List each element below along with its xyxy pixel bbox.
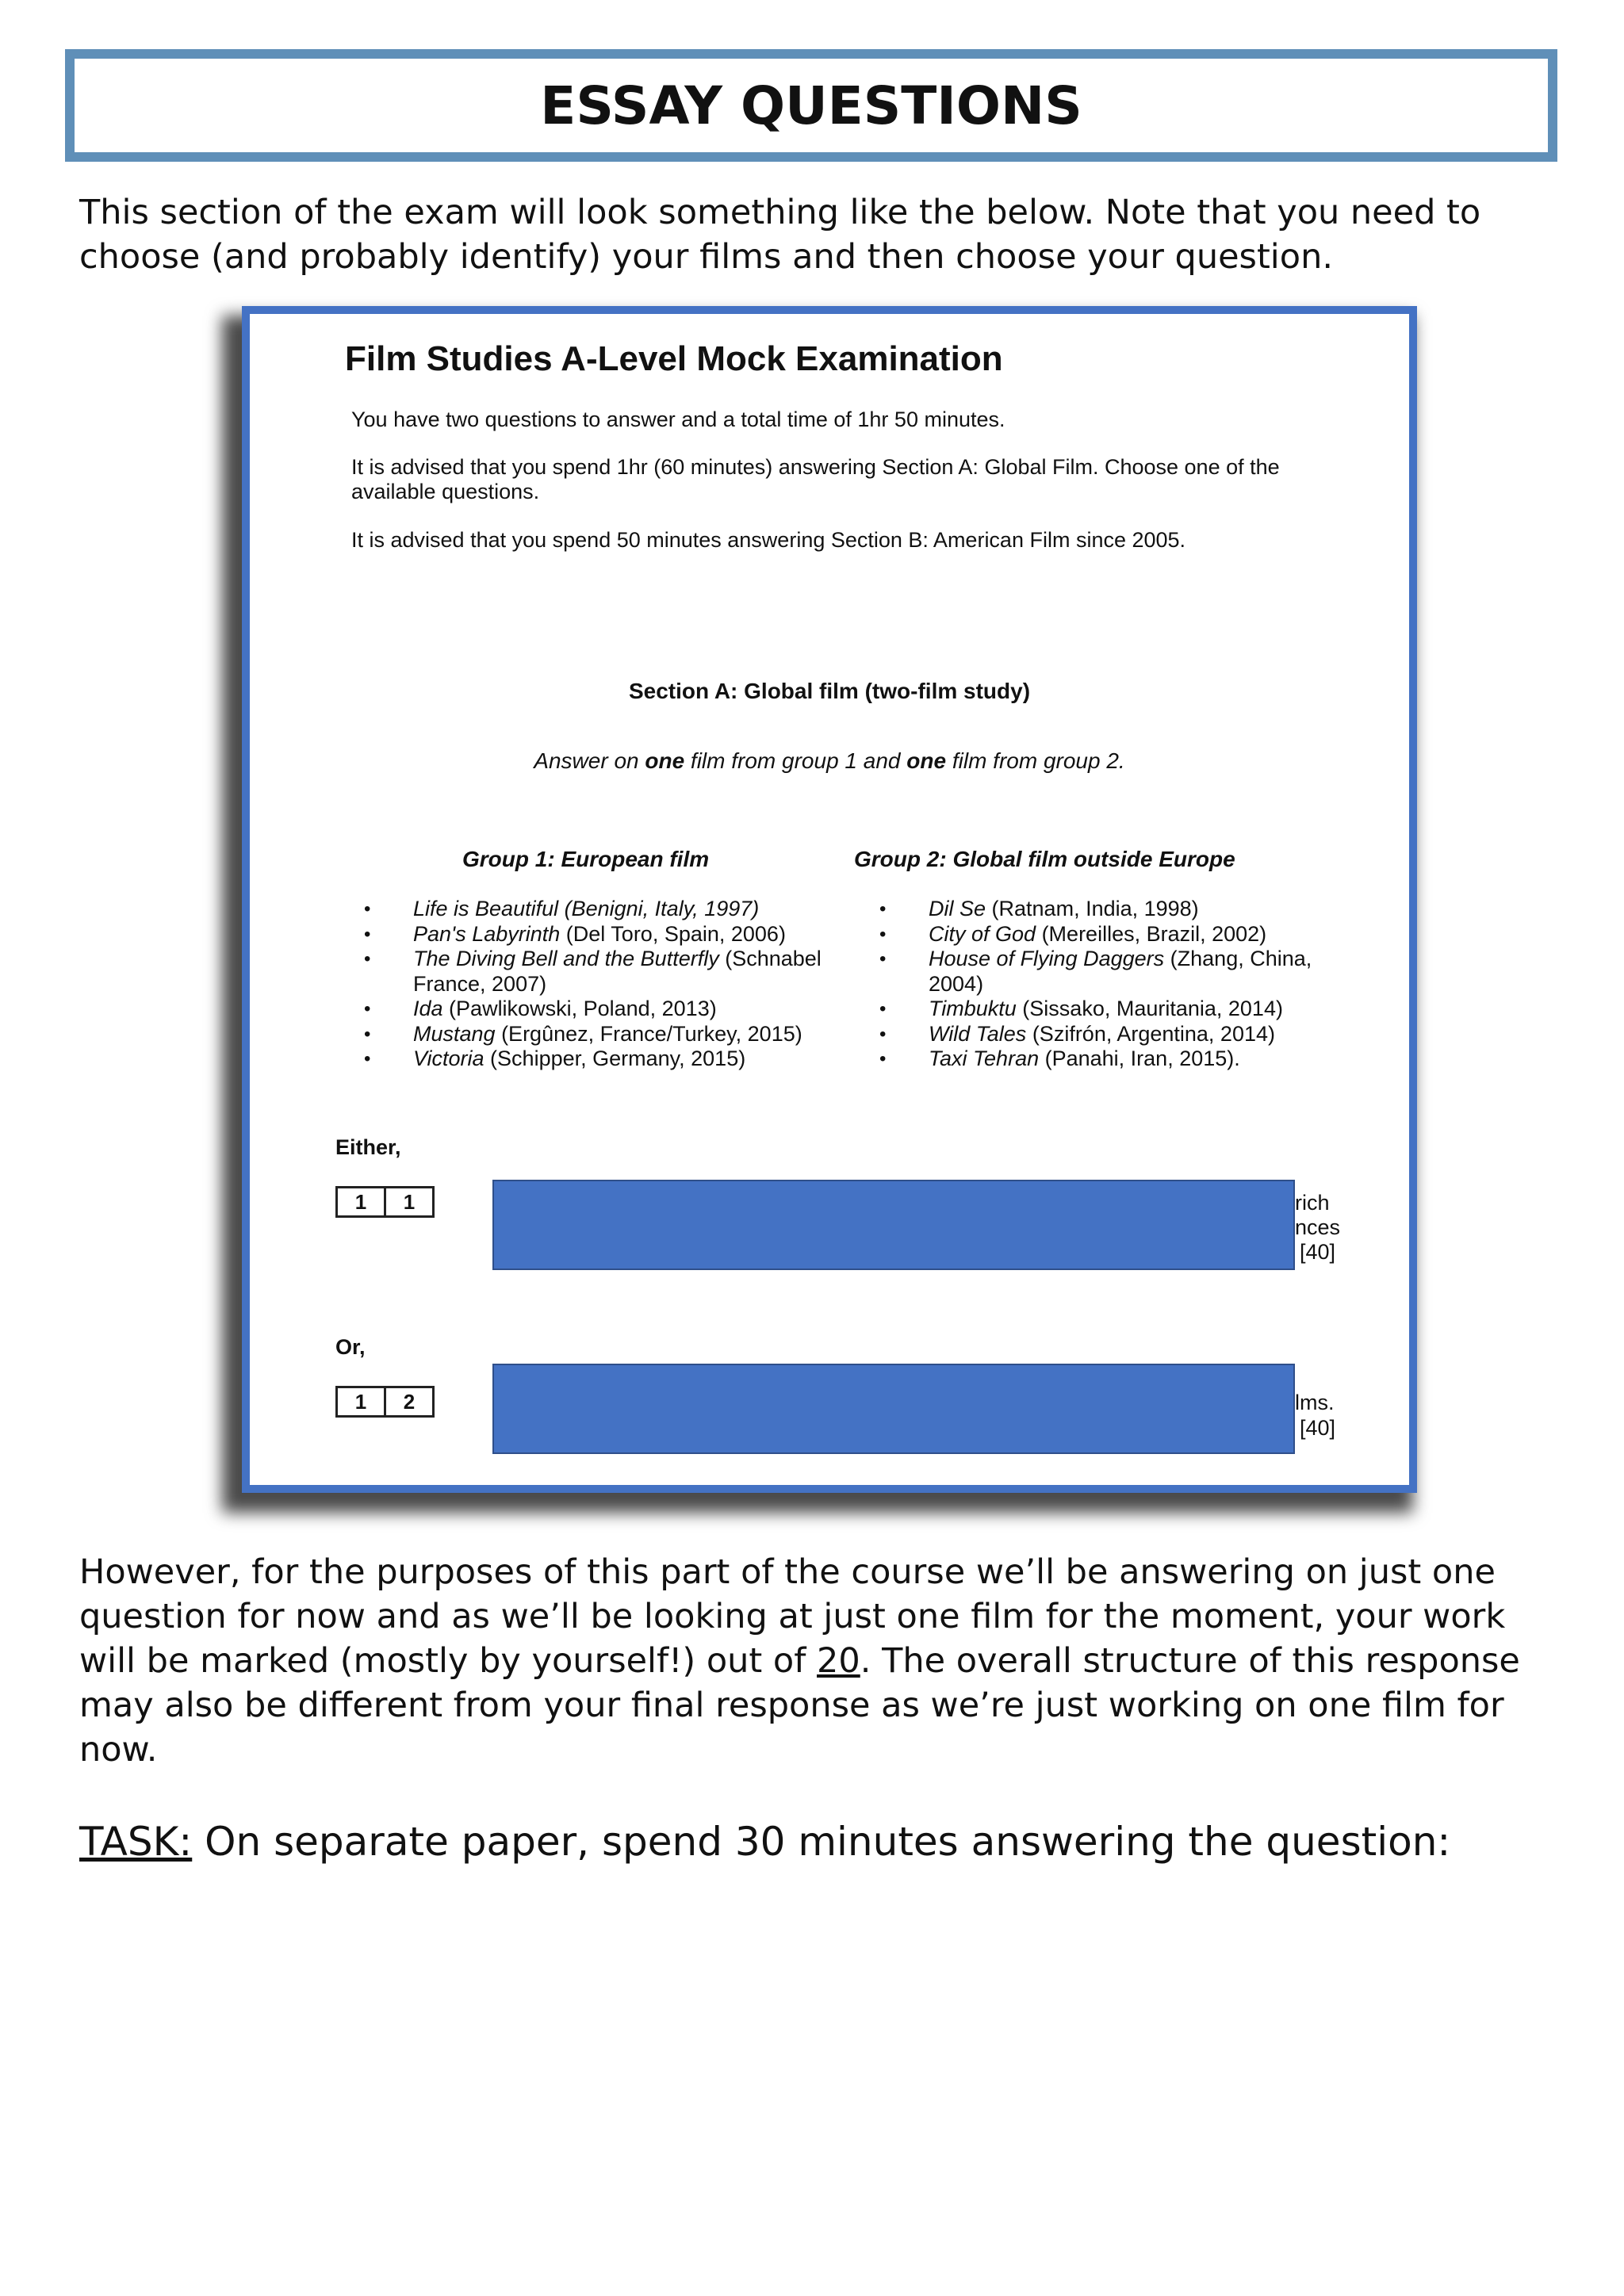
intro-paragraph: This section of the exam will look something like the below. Note that you need to choose (and probably identify) your films and then choose your question. bbox=[79, 193, 1481, 277]
group-2-heading: Group 2: Global film outside Europe bbox=[854, 847, 1235, 871]
list-item: • The Diving Bell and the Butterfly (Schnabel France, 2007) bbox=[361, 947, 868, 997]
list-item: • Taxi Tehran (Panahi, Iran, 2015). bbox=[876, 1047, 1320, 1072]
page-title: ESSAY QUESTIONS bbox=[540, 75, 1082, 136]
list-item: • Ida (Pawlikowski, Poland, 2013) bbox=[361, 997, 868, 1022]
question-number-11 bbox=[335, 1186, 435, 1218]
list-item: • Timbuktu (Sissako, Mauritania, 2014) bbox=[876, 997, 1320, 1022]
list-item: • Dil Se (Ratnam, India, 1998) bbox=[876, 897, 1320, 922]
exam-paragraph-section-a: It is advised that you spend 1hr (60 minutes) answering Section A: Global Film. Choose one of the available questions. bbox=[351, 455, 1280, 503]
list-item: • Victoria (Schipper, Germany, 2015) bbox=[361, 1047, 868, 1072]
question-number-12 bbox=[335, 1386, 435, 1418]
group-1-film-list bbox=[361, 897, 868, 1072]
group-2-film-list bbox=[876, 897, 1320, 1072]
section-a-instruction: Answer on one film from group 1 and one film from group 2. bbox=[534, 748, 1125, 773]
question-digit: 1 bbox=[354, 1389, 367, 1414]
list-item: • Wild Tales (Szifrón, Argentina, 2014) bbox=[876, 1022, 1320, 1047]
body-paragraph: However, for the purposes of this part of the course we’ll be answering on just one question for now and as we’ll be looking at just one film for the moment, your work will be marked (mostly by yourself!) out of 20. The overall structure of this response may also be different from your final response as we’re just working on one film for now. bbox=[79, 1552, 1520, 1770]
list-item: • Mustang (Ergûnez, France/Turkey, 2015) bbox=[361, 1022, 868, 1047]
or-label: Or, bbox=[335, 1335, 366, 1359]
question-digit: 2 bbox=[384, 1388, 432, 1415]
exam-paper-excerpt bbox=[242, 306, 1417, 1493]
redacted-question-2-block bbox=[492, 1364, 1295, 1454]
exam-paragraph-time: You have two questions to answer and a total time of 1hr 50 minutes. bbox=[351, 408, 1005, 431]
list-item: • Life is Beautiful (Benigni, Italy, 1997) bbox=[361, 897, 868, 922]
question-2-marks: [40] bbox=[1300, 1416, 1336, 1440]
question-digit: 1 bbox=[384, 1188, 432, 1215]
exam-title: Film Studies A-Level Mock Examination bbox=[345, 339, 1003, 378]
list-item: • Pan's Labyrinth (Del Toro, Spain, 2006) bbox=[361, 922, 868, 947]
either-label: Either, bbox=[335, 1135, 401, 1159]
task-label: TASK: bbox=[79, 1819, 193, 1865]
list-item: • City of God (Mereilles, Brazil, 2002) bbox=[876, 922, 1320, 947]
question-1-marks: [40] bbox=[1300, 1240, 1336, 1264]
task-instruction: TASK: On separate paper, spend 30 minutes answering the question: bbox=[79, 1819, 1451, 1865]
question-2-visible-text: lms. bbox=[1295, 1391, 1335, 1414]
list-item: • House of Flying Daggers (Zhang, China, 2004) bbox=[876, 947, 1320, 997]
question-digit: 1 bbox=[354, 1189, 367, 1214]
score-total: 20 bbox=[817, 1641, 860, 1681]
redacted-question-1-block bbox=[492, 1180, 1295, 1270]
question-1-visible-text: rich nces bbox=[1295, 1191, 1341, 1239]
group-1-heading: Group 1: European film bbox=[462, 847, 710, 871]
page-header-box bbox=[65, 49, 1557, 162]
exam-paragraph-section-b: It is advised that you spend 50 minutes answering Section B: American Film since 2005. bbox=[351, 528, 1186, 552]
section-a-title: Section A: Global film (two-film study) bbox=[628, 679, 1031, 703]
